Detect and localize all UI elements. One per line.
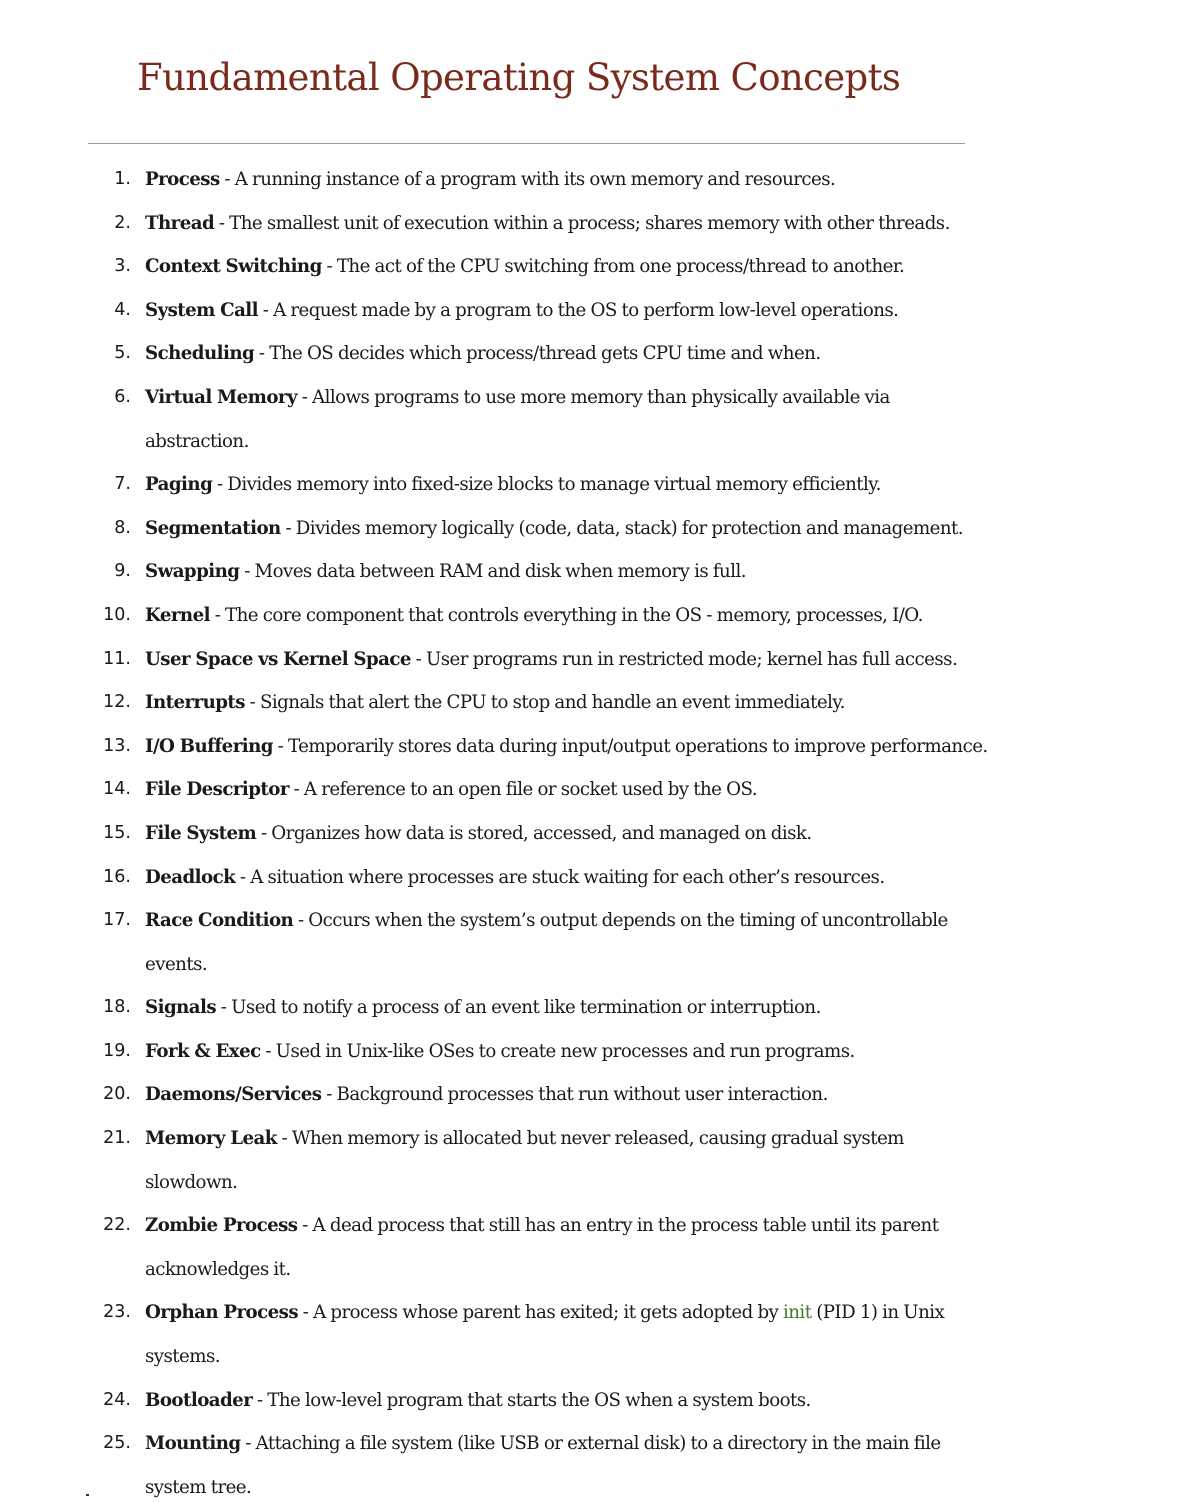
list-item	[0, 1204, 995, 1291]
concept-term: Zombie Process	[145, 1215, 298, 1237]
list-item-number: 13.	[103, 735, 131, 756]
concept-description: - The low-level program that starts the OS when a system boots.	[252, 1389, 811, 1411]
concept-list	[0, 158, 1186, 1509]
concept-description: - The act of the CPU switching from one process/thread to another.	[321, 256, 905, 278]
concept-term: File System	[145, 822, 257, 844]
concept-term: User Space vs Kernel Space	[145, 648, 411, 670]
concept-description: - A situation where processes are stuck waiting for each other’s resources.	[235, 866, 885, 888]
list-item-number: 21.	[103, 1128, 131, 1149]
concept-description: - The core component that controls everything in the OS - memory, processes, I/O.	[209, 604, 923, 626]
concept-term: Deadlock	[145, 866, 236, 888]
concept-description: - A request made by a program to the OS to perform low-level operations.	[258, 299, 899, 321]
concept-description: - User programs run in restricted mode; kernel has full access.	[410, 648, 958, 670]
concept-term: System Call	[145, 299, 259, 321]
concept-description: - A reference to an open file or socket used by the OS.	[288, 779, 757, 801]
list-item	[0, 158, 995, 202]
list-item-number: 14.	[103, 779, 131, 800]
list-item-number: 22.	[103, 1215, 131, 1236]
concept-term: Segmentation	[145, 517, 281, 539]
list-item	[0, 725, 995, 769]
concept-description: - The OS decides which process/thread gets CPU time and when.	[254, 343, 821, 365]
concept-description: - Used in Unix-like OSes to create new processes and run programs.	[260, 1040, 855, 1062]
highlighted-code-term: init	[783, 1302, 812, 1324]
concept-term: Mounting	[145, 1433, 241, 1455]
list-item	[0, 1073, 995, 1117]
concept-term: Paging	[145, 474, 213, 496]
list-item	[0, 986, 995, 1030]
horizontal-divider	[88, 143, 965, 144]
list-item	[0, 768, 995, 812]
concept-description: - When memory is allocated but never released, causing gradual system slowdown.	[145, 1128, 904, 1193]
concept-description: - Temporarily stores data during input/output operations to improve performance.	[272, 735, 988, 757]
list-item	[0, 376, 995, 463]
concept-term: Swapping	[145, 561, 240, 583]
concept-term: Orphan Process	[145, 1302, 299, 1324]
list-item	[0, 245, 995, 289]
concept-description: - Divides memory logically (code, data, stack) for protection and management.	[280, 517, 964, 539]
list-item-number: 8.	[114, 517, 131, 538]
list-item-number: 15.	[103, 822, 131, 843]
concept-term: Bootloader	[145, 1389, 253, 1411]
page-title: Fundamental Operating System Concepts	[137, 56, 901, 99]
list-item-number: 4.	[114, 299, 131, 320]
list-item	[0, 1117, 995, 1204]
list-item-number: 18.	[103, 997, 131, 1018]
list-item-number: 23.	[103, 1302, 131, 1323]
concept-description: - The smallest unit of execution within a process; shares memory with other threads.	[214, 212, 950, 234]
list-item	[0, 681, 995, 725]
concept-description: - A dead process that still has an entry in the process table until its parent acknowledges it.	[145, 1215, 939, 1280]
concept-term: Memory Leak	[145, 1128, 277, 1150]
concept-term: Virtual Memory	[145, 386, 297, 408]
list-item-number: 19.	[103, 1040, 131, 1061]
concept-term: Daemons/Services	[145, 1084, 322, 1106]
list-item-number: 12.	[103, 692, 131, 713]
list-item-number: 9.	[114, 561, 131, 582]
list-item	[0, 202, 995, 246]
list-item	[0, 463, 995, 507]
concept-description: - Signals that alert the CPU to stop and handle an event immediately.	[244, 692, 845, 714]
list-item	[0, 1030, 995, 1074]
list-item-number: 16.	[103, 866, 131, 887]
list-item	[0, 550, 995, 594]
list-item	[0, 899, 995, 986]
concept-description: - Background processes that run without user interaction.	[321, 1084, 828, 1106]
concept-term: Thread	[145, 212, 215, 234]
concept-description: - Organizes how data is stored, accessed, and managed on disk.	[256, 822, 812, 844]
concept-description: - A process whose parent has exited; it gets adopted by	[298, 1302, 783, 1324]
list-item-number: 11.	[103, 648, 131, 669]
concept-term: Signals	[145, 997, 217, 1019]
list-item	[0, 507, 995, 551]
list-item	[0, 1379, 995, 1423]
list-item-number: 20.	[103, 1084, 131, 1105]
list-item-number: 24.	[103, 1389, 131, 1410]
concept-term: Kernel	[145, 604, 210, 626]
list-item	[0, 332, 995, 376]
list-item-number: 10.	[103, 604, 131, 625]
concept-term: Process	[145, 169, 220, 190]
list-item-number: 2.	[114, 212, 131, 233]
concept-term: Scheduling	[145, 343, 255, 365]
list-item	[0, 1422, 995, 1509]
concept-term: File Descriptor	[145, 779, 289, 801]
concept-description: - A running instance of a program with its own memory and resources.	[219, 169, 836, 190]
page-mark	[86, 1494, 89, 1496]
concept-term: Fork & Exec	[145, 1040, 261, 1062]
concept-term: Race Condition	[145, 910, 294, 932]
concept-term: I/O Buffering	[145, 735, 273, 757]
concept-description: - Used to notify a process of an event like termination or interruption.	[216, 997, 821, 1019]
concept-description: - Allows programs to use more memory than physically available via abstraction.	[145, 386, 890, 452]
concept-description-continued: (PID 1) in Unix systems.	[145, 1302, 945, 1368]
list-item-number: 3.	[114, 256, 131, 277]
list-item-number: 25.	[103, 1433, 131, 1454]
list-item-number: 5.	[114, 343, 131, 364]
list-item	[0, 856, 995, 900]
list-item	[0, 289, 995, 333]
list-item-number: 1.	[114, 169, 131, 189]
concept-term: Context Switching	[145, 256, 322, 278]
concept-description: - Moves data between RAM and disk when memory is full.	[239, 561, 746, 583]
list-item	[0, 812, 995, 856]
list-item-number: 17.	[103, 910, 131, 931]
concept-description: - Occurs when the system’s output depends on the timing of uncontrollable events.	[145, 910, 948, 975]
list-item	[0, 1291, 995, 1378]
list-item-number: 7.	[114, 474, 131, 495]
concept-description: - Divides memory into fixed-size blocks to manage virtual memory efficiently.	[212, 474, 881, 496]
concept-term: Interrupts	[145, 692, 245, 714]
list-item	[0, 594, 995, 638]
list-item-number: 6.	[114, 386, 131, 407]
list-item	[0, 638, 995, 682]
concept-description: - Attaching a file system (like USB or external disk) to a directory in the main file system tree.	[145, 1433, 941, 1498]
